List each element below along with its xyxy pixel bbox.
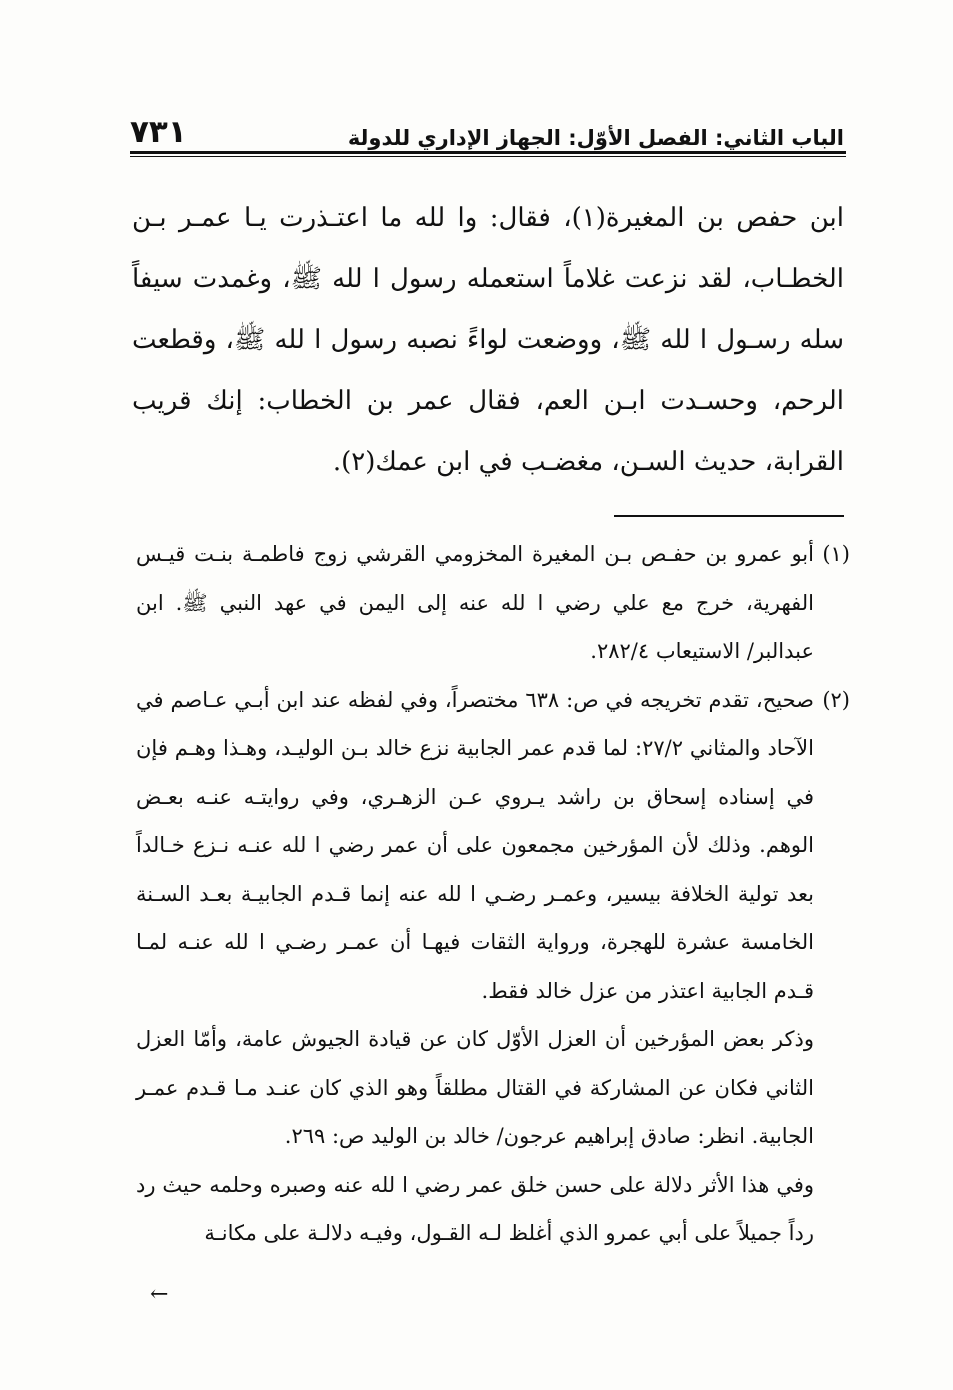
footnote-marker: (٢) <box>822 687 850 712</box>
main-paragraph: ابن حفص بن المغيرة(١)، فقال: وا لله ما اعتـذرت يـا عمـر بـن الخطـاب، لقد نزعت غلاماً استعمله رسول ا لله ﷺ، وغمدت سيفاً سله رسـول ا لله ﷺ، ووضعت لواءً نصبه رسول ا لله ﷺ، وقطعت الرحم، وحسـدت ابـن العم، فقال عمر بن الخطاب: إنك قريب القرابة، حديث السـن، مغضـب في ابن عمك(٢). <box>132 203 844 477</box>
page-number: ٧٣١ <box>130 114 187 150</box>
footnote-2-paragraph: وفي هذا الأثر دلالة على حسن خلق عمر رضي ا لله عنه وصبره وحلمه حيث رد رداً جميلاً على أبي عمرو الذي أغلظ لـه القـول، وفيـه دلالـة على مكانـة <box>136 1172 814 1245</box>
footnote-text: صحيح، تقدم تخريجه في ص: ٦٣٨ مختصراً، وفي لفظه عند ابن أبـي عـاصم في الآحاد والمثاني ٢٧/٢: لما قدم عمر الجابية نزع خالد بـن الوليـد، وهـذا وهـم فإن في إسناده إسحاق بن راشد يـروي عـن الزهـري، وفي روايتـه عنـه بعـض الوهم. وذلك لأن المؤرخين مجمعون على أن عمر رضي ا لله عنـه نـزع خـالداً بعد تولية الخلافة بيسير، وعمـر رضـي ا لله عنه إنما قـدم الجابيـة بعـد السـنة الخامسة عشرة للهجرة، ورواية الثقات فيهـا أن عمـر رضـي ا لله عنـه لمـا قـدم الجابية اعتذر من عزل خالد فقط. <box>136 687 814 1003</box>
footnote-marker: (١) <box>822 542 850 566</box>
footnote-2-paragraph: وذكر بعض المؤرخين أن العزل الأوّل كان عن قيادة الجيوش عامة، وأمّا العزل الثاني فكان عن المشاركة في القتال مطلقاً وهو الذي كان عنـد مـا قـدم عمـر الجابية. انظر: صادق إبراهيم عرجون/ خالد بن الوليد ص: ٢٦٩. <box>136 1027 814 1148</box>
footnote-1 <box>136 530 850 676</box>
footnote-separator <box>614 515 844 517</box>
footnote-2 <box>136 676 850 1016</box>
footnote-text: أبو عمرو بن حفـص بـن المغيرة المخزومي القرشي زوج فاطمـة بنـت قيـس الفهرية، خرج مع علي رضي ا لله عنه إلى اليمن في عهد النبي ﷺ. ابن عبدالبر/ الاستيعاب ٢٨٢/٤. <box>136 542 814 663</box>
footnotes <box>136 530 850 1258</box>
left-arrow-icon: ← <box>150 1282 169 1307</box>
page-header <box>130 112 844 150</box>
running-title: الباب الثاني: الفصل الأوّل: الجهاز الإداري للدولة <box>347 126 844 150</box>
header-rule <box>130 151 846 157</box>
